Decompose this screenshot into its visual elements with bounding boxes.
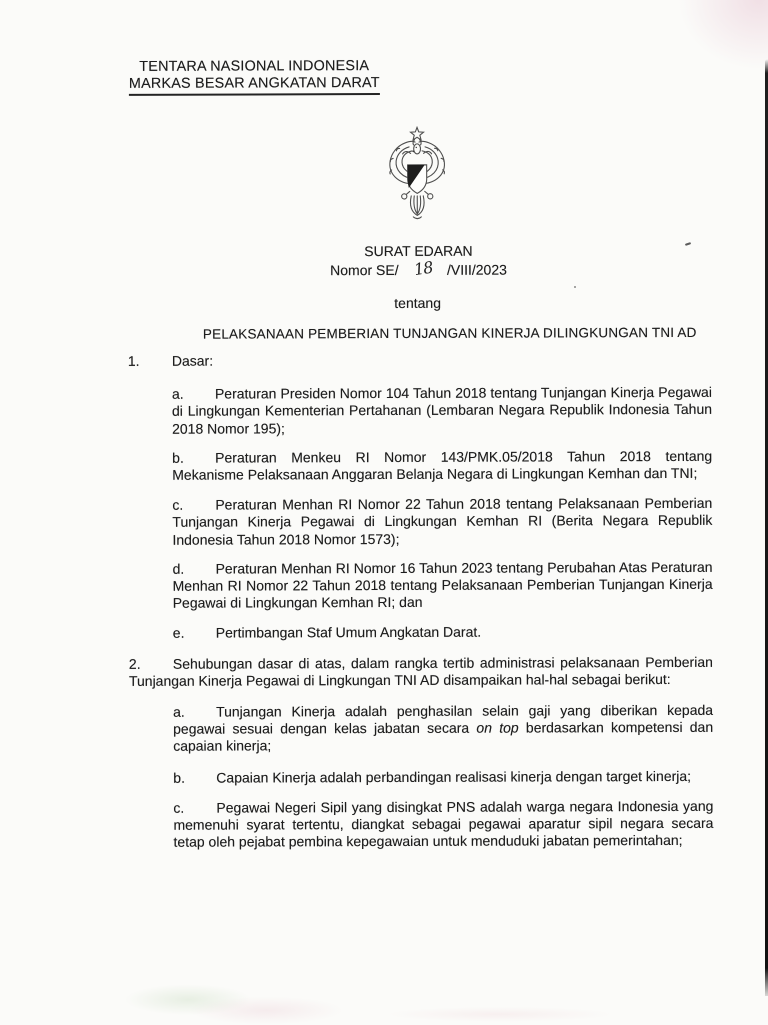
item-letter: a. <box>173 703 185 720</box>
scan-smudge-bottom-left <box>110 970 370 1024</box>
list-item <box>172 495 712 548</box>
tentang-label: tentang <box>394 294 442 311</box>
document-title-block <box>330 243 507 280</box>
tni-ad-army-eagle-emblem-icon <box>383 126 451 222</box>
list-item <box>173 798 713 851</box>
item-letter: a. <box>171 385 184 402</box>
document-subject: PELAKSANAAN PEMBERIAN TUNJANGAN KINERJA DILINGKUNGAN TNI AD <box>202 324 697 342</box>
section-1-heading <box>128 351 712 370</box>
section-heading-text: Sehubungan dasar di atas, dalam rangka tertib administrasi pelaksanaan Pemberian Tunjangan Kinerja Pegawai di Lingkungan TNI AD disampaikan hal-hal sebagai berikut: <box>128 653 713 689</box>
item-text: Peraturan Menhan RI Nomor 22 Tahun 2018 tentang Pelaksanaan Pemberian Tunjangan Kinerja Pegawai di Lingkungan Kemhan RI (Berita Negara Republik Indonesia Tahun 2018 Nomor 1573); <box>172 495 713 548</box>
item-text: Peraturan Presiden Nomor 104 Tahun 2018 tentang Tunjangan Kinerja Pegawai di Lingkungan Kementerian Pertahanan (Lembaran Negara Republik Indonesia Tahun 2018 Nomor 195); <box>171 384 713 437</box>
handwritten-number: 18 <box>413 257 435 280</box>
letterhead-line2: MARKAS BESAR ANGKATAN DARAT <box>129 75 380 96</box>
item-letter: d. <box>172 560 185 577</box>
section-number: 2. <box>128 655 141 672</box>
document-number-line <box>330 257 507 280</box>
item-text: Pegawai Negeri Sipil yang disingkat PNS adalah warga negara Indonesia yang memenuhi syarat tertentu, diangkat sebagai pegawai aparatur sipil negara secara tetap oleh pejabat pembina kepegawaian untuk menduduki jabatan pemerintahan; <box>173 797 714 851</box>
list-item <box>172 448 712 484</box>
section-2-heading <box>129 653 713 689</box>
list-item <box>173 702 713 755</box>
list-item <box>173 768 713 787</box>
item-letter: c. <box>172 496 184 513</box>
number-suffix: /VIII/2023 <box>446 261 507 278</box>
scan-speck <box>574 286 576 288</box>
item-letter: b. <box>173 769 185 786</box>
item-letter: c. <box>173 799 185 816</box>
list-item <box>173 559 713 612</box>
section-heading-text: Dasar: <box>171 352 214 369</box>
list-item <box>172 384 712 437</box>
number-prefix: Nomor SE/ <box>330 261 399 279</box>
item-text: Peraturan Menhan RI Nomor 16 Tahun 2023 tentang Perubahan Atas Peraturan Menhan RI Nomor 22 Tahun 2018 tentang Pelaksanaan Pemberian Tunjangan Kinerja Pegawai di Lingkungan Kemhan RI; dan <box>172 558 713 611</box>
item-text: Tunjangan Kinerja adalah penghasilan selain gaji yang diberikan kepada pegawai sesuai dengan kelas jabatan secara on top berdasarkan kompetensi dan capaian kinerja; <box>173 701 714 755</box>
item-text: Pertimbangan Staf Umum Angkatan Darat. <box>215 624 482 642</box>
document-type: SURAT EDARAN <box>364 242 473 260</box>
item-text: Peraturan Menkeu RI Nomor 143/PMK.05/2018 Tahun 2018 tentang Mekanisme Pelaksanaan Anggaran Belanja Negara di Lingkungan Kemhan dan TNI; <box>172 447 713 483</box>
list-item <box>173 623 713 642</box>
letterhead-line1: TENTARA NASIONAL INDONESIA <box>139 58 370 75</box>
scan-smudge-bottom <box>380 1000 680 1024</box>
item-letter: b. <box>172 449 184 466</box>
section-number: 1. <box>127 352 140 369</box>
item-text: Capaian Kinerja adalah perbandingan realisasi kinerja dengan target kinerja; <box>216 767 692 786</box>
letterhead <box>129 58 380 96</box>
scan-tint-top-right <box>678 0 768 70</box>
item-letter: e. <box>172 625 185 642</box>
document-body <box>128 351 714 852</box>
